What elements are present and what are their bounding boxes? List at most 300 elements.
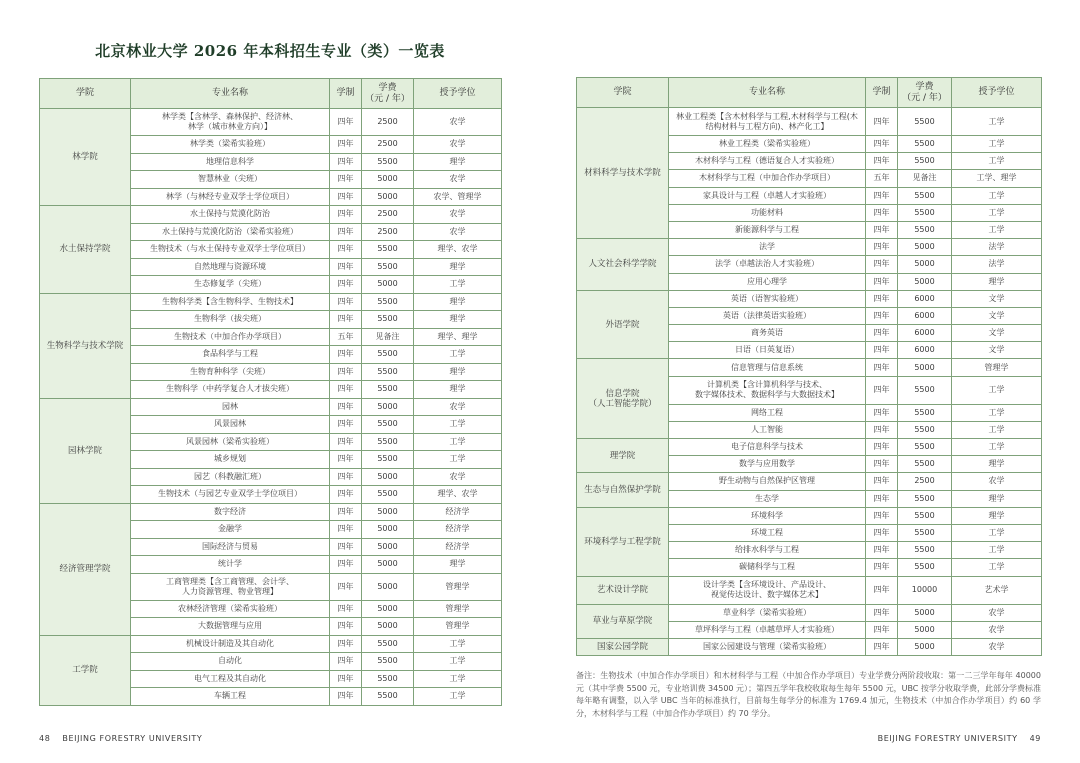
major-name: 给排水科学与工程 <box>669 542 866 559</box>
fee-cell: 5500 <box>898 542 952 559</box>
duration-cell: 四年 <box>330 433 362 451</box>
duration-cell: 四年 <box>330 600 362 618</box>
duration-cell: 四年 <box>330 109 362 136</box>
degree-cell: 管理学 <box>414 618 502 636</box>
duration-cell: 四年 <box>866 273 898 290</box>
duration-cell: 四年 <box>330 670 362 688</box>
college-name: 人文社会科学学院 <box>577 239 669 291</box>
major-name: 水土保持与荒漠化防治（梁希实验班） <box>131 223 330 241</box>
duration-cell: 四年 <box>866 221 898 238</box>
fee-cell: 5500 <box>898 456 952 473</box>
duration-cell: 四年 <box>330 618 362 636</box>
duration-cell: 四年 <box>330 346 362 364</box>
degree-cell: 理学、农学 <box>414 486 502 504</box>
fee-cell: 5000 <box>362 503 414 521</box>
degree-cell: 农学 <box>414 136 502 154</box>
duration-cell: 四年 <box>330 653 362 671</box>
duration-cell: 四年 <box>866 559 898 576</box>
right-table-body <box>577 108 1042 656</box>
degree-cell: 文学 <box>952 290 1042 307</box>
fee-cell: 5500 <box>362 258 414 276</box>
degree-cell: 工学 <box>414 688 502 706</box>
degree-cell: 农学 <box>952 473 1042 490</box>
major-name: 园艺（科教融汇班） <box>131 468 330 486</box>
fee-cell: 5500 <box>362 293 414 311</box>
degree-cell: 理学 <box>414 293 502 311</box>
duration-cell: 四年 <box>866 421 898 438</box>
major-name: 国际经济与贸易 <box>131 538 330 556</box>
fee-cell: 5500 <box>362 346 414 364</box>
fee-cell: 5000 <box>362 276 414 294</box>
table-row <box>577 604 1042 621</box>
major-name: 车辆工程 <box>131 688 330 706</box>
fee-cell: 见备注 <box>362 328 414 346</box>
fee-cell: 5500 <box>898 376 952 404</box>
duration-cell: 四年 <box>866 239 898 256</box>
major-name: 草坪科学与工程（卓越草坪人才实验班） <box>669 621 866 638</box>
fee-cell: 2500 <box>362 109 414 136</box>
major-name: 生物技术（与水土保持专业双学士学位项目） <box>131 241 330 259</box>
major-name: 家具设计与工程（卓越人才实验班） <box>669 187 866 204</box>
fee-cell: 5500 <box>898 153 952 170</box>
fee-cell: 2500 <box>362 206 414 224</box>
fee-cell: 5500 <box>898 404 952 421</box>
fee-cell: 5500 <box>362 311 414 329</box>
major-name: 信息管理与信息系统 <box>669 359 866 376</box>
major-name: 食品科学与工程 <box>131 346 330 364</box>
degree-cell: 农学 <box>414 109 502 136</box>
fee-cell: 5500 <box>362 363 414 381</box>
fee-cell: 5000 <box>362 600 414 618</box>
major-name: 自动化 <box>131 653 330 671</box>
header-degree: 授予学位 <box>952 78 1042 108</box>
major-name: 生态修复学（尖班） <box>131 276 330 294</box>
major-name: 自然地理与资源环境 <box>131 258 330 276</box>
fee-cell: 5500 <box>362 381 414 399</box>
duration-cell: 四年 <box>866 490 898 507</box>
major-name: 生物科学（中药学复合人才拔尖班） <box>131 381 330 399</box>
duration-cell: 四年 <box>330 381 362 399</box>
major-name: 英语（法律英语实验班） <box>669 307 866 324</box>
major-name: 生物技术（与园艺专业双学士学位项目） <box>131 486 330 504</box>
duration-cell: 四年 <box>330 276 362 294</box>
major-name: 新能源科学与工程 <box>669 221 866 238</box>
degree-cell: 农学 <box>952 621 1042 638</box>
duration-cell: 四年 <box>866 542 898 559</box>
major-name: 环境科学 <box>669 507 866 524</box>
degree-cell: 文学 <box>952 307 1042 324</box>
duration-cell: 四年 <box>866 256 898 273</box>
table-row <box>577 439 1042 456</box>
degree-cell: 经济学 <box>414 521 502 539</box>
fee-cell: 5000 <box>362 618 414 636</box>
degree-cell: 工学 <box>952 204 1042 221</box>
major-name: 工商管理类【含工商管理、会计学、 人力资源管理、物业管理】 <box>131 573 330 600</box>
fee-cell: 5000 <box>362 171 414 189</box>
major-name: 大数据管理与应用 <box>131 618 330 636</box>
duration-cell: 四年 <box>330 521 362 539</box>
duration-cell: 四年 <box>866 290 898 307</box>
table-row <box>577 507 1042 524</box>
duration-cell: 四年 <box>330 635 362 653</box>
major-name: 林学（与林经专业双学士学位项目） <box>131 188 330 206</box>
duration-cell: 四年 <box>330 258 362 276</box>
duration-cell: 四年 <box>866 359 898 376</box>
duration-cell: 四年 <box>866 621 898 638</box>
header-fee: 学费 （元 / 年） <box>898 78 952 108</box>
major-name: 风景园林（梁希实验班） <box>131 433 330 451</box>
duration-cell: 四年 <box>330 363 362 381</box>
fee-cell: 2500 <box>898 473 952 490</box>
fee-cell: 5500 <box>898 421 952 438</box>
duration-cell: 四年 <box>330 188 362 206</box>
major-name: 金融学 <box>131 521 330 539</box>
duration-cell: 四年 <box>866 376 898 404</box>
duration-cell: 四年 <box>330 486 362 504</box>
college-name: 经济管理学院 <box>40 503 131 635</box>
table-row <box>577 359 1042 376</box>
duration-cell: 四年 <box>866 342 898 359</box>
table-row <box>40 503 502 521</box>
degree-cell: 工学 <box>414 276 502 294</box>
major-name: 生物科学（拔尖班） <box>131 311 330 329</box>
fee-cell: 5500 <box>362 451 414 469</box>
fee-cell: 10000 <box>898 576 952 604</box>
degree-cell: 工学 <box>952 542 1042 559</box>
header-major: 专业名称 <box>131 79 330 109</box>
duration-cell: 四年 <box>330 468 362 486</box>
duration-cell: 四年 <box>866 524 898 541</box>
degree-cell: 文学 <box>952 342 1042 359</box>
fee-cell: 5500 <box>898 559 952 576</box>
duration-cell: 四年 <box>330 398 362 416</box>
college-name: 园林学院 <box>40 398 131 503</box>
table-row <box>40 398 502 416</box>
major-name: 环境工程 <box>669 524 866 541</box>
degree-cell: 农学 <box>414 206 502 224</box>
duration-cell: 四年 <box>866 576 898 604</box>
degree-cell: 理学 <box>414 381 502 399</box>
major-name: 功能材料 <box>669 204 866 221</box>
footer-left <box>39 734 202 743</box>
college-name: 工学院 <box>40 635 131 705</box>
header-duration: 学制 <box>866 78 898 108</box>
college-name: 生态与自然保护学院 <box>577 473 669 507</box>
header-fee: 学费 （元 / 年） <box>362 79 414 109</box>
degree-cell: 工学 <box>414 635 502 653</box>
major-name: 数学与应用数学 <box>669 456 866 473</box>
major-name: 电子信息科学与技术 <box>669 439 866 456</box>
table-row <box>40 635 502 653</box>
major-name: 计算机类【含计算机科学与技术、 数字媒体技术、数据科学与大数据技术】 <box>669 376 866 404</box>
degree-cell: 理学 <box>414 556 502 574</box>
degree-cell: 工学、理学 <box>952 170 1042 187</box>
college-name: 生物科学与技术学院 <box>40 293 131 398</box>
fee-cell: 5500 <box>362 653 414 671</box>
duration-cell: 四年 <box>866 604 898 621</box>
duration-cell: 四年 <box>330 153 362 171</box>
fee-cell: 5500 <box>362 635 414 653</box>
degree-cell: 农学 <box>414 468 502 486</box>
degree-cell: 理学 <box>414 311 502 329</box>
major-name: 林业工程类【含木材科学与工程,木材科学与工程(木 结构材料与工程方向)、林产化工】 <box>669 108 866 136</box>
degree-cell: 工学 <box>952 108 1042 136</box>
college-name: 林学院 <box>40 109 131 206</box>
duration-cell: 四年 <box>330 311 362 329</box>
fee-cell: 5500 <box>362 241 414 259</box>
major-name: 网络工程 <box>669 404 866 421</box>
duration-cell: 四年 <box>866 404 898 421</box>
major-name: 电气工程及其自动化 <box>131 670 330 688</box>
fee-cell: 5000 <box>362 398 414 416</box>
degree-cell: 经济学 <box>414 503 502 521</box>
degree-cell: 工学 <box>952 559 1042 576</box>
major-name: 智慧林业（尖班） <box>131 171 330 189</box>
fee-cell: 5000 <box>898 256 952 273</box>
degree-cell: 理学 <box>414 153 502 171</box>
major-name: 水土保持与荒漠化防治 <box>131 206 330 224</box>
duration-cell: 四年 <box>330 688 362 706</box>
duration-cell: 四年 <box>866 108 898 136</box>
major-name: 人工智能 <box>669 421 866 438</box>
page-number-left: 48 <box>39 734 51 743</box>
fee-cell: 5500 <box>898 507 952 524</box>
college-name: 材料科学与技术学院 <box>577 108 669 239</box>
major-name: 法学 <box>669 239 866 256</box>
degree-cell: 农学 <box>952 604 1042 621</box>
major-name: 生物科学类【含生物科学、生物技术】 <box>131 293 330 311</box>
fee-cell: 5500 <box>362 416 414 434</box>
major-name: 日语（日英复语） <box>669 342 866 359</box>
college-name: 国家公园学院 <box>577 638 669 655</box>
major-name: 林业工程类（梁希实验班） <box>669 136 866 153</box>
major-name: 应用心理学 <box>669 273 866 290</box>
fee-cell: 见备注 <box>898 170 952 187</box>
fee-cell: 5500 <box>898 439 952 456</box>
degree-cell: 理学 <box>952 507 1042 524</box>
degree-cell: 工学 <box>952 187 1042 204</box>
degree-cell: 农学、管理学 <box>414 188 502 206</box>
fee-cell: 6000 <box>898 307 952 324</box>
fee-cell: 5000 <box>362 556 414 574</box>
degree-cell: 理学 <box>952 456 1042 473</box>
duration-cell: 四年 <box>330 223 362 241</box>
degree-cell: 法学 <box>952 239 1042 256</box>
college-name: 理学院 <box>577 439 669 473</box>
major-name: 野生动物与自然保护区管理 <box>669 473 866 490</box>
duration-cell: 四年 <box>866 507 898 524</box>
duration-cell: 四年 <box>866 153 898 170</box>
major-name: 机械设计制造及其自动化 <box>131 635 330 653</box>
fee-cell: 5500 <box>362 688 414 706</box>
duration-cell: 四年 <box>330 503 362 521</box>
degree-cell: 工学 <box>952 221 1042 238</box>
major-name: 风景园林 <box>131 416 330 434</box>
college-name: 艺术设计学院 <box>577 576 669 604</box>
fee-cell: 5000 <box>898 621 952 638</box>
major-name: 城乡规划 <box>131 451 330 469</box>
duration-cell: 四年 <box>866 136 898 153</box>
degree-cell: 法学 <box>952 256 1042 273</box>
degree-cell: 理学 <box>952 490 1042 507</box>
table-row <box>577 108 1042 136</box>
degree-cell: 工学 <box>952 136 1042 153</box>
fee-cell: 5500 <box>898 108 952 136</box>
footer-university-left: BEIJING FORESTRY UNIVERSITY <box>62 734 203 743</box>
duration-cell: 四年 <box>866 187 898 204</box>
duration-cell: 四年 <box>330 573 362 600</box>
major-name: 木材科学与工程（中加合作办学项目） <box>669 170 866 187</box>
degree-cell: 农学 <box>952 638 1042 655</box>
degree-cell: 理学、农学 <box>414 241 502 259</box>
degree-cell: 理学 <box>414 258 502 276</box>
footer-right <box>878 734 1041 743</box>
duration-cell: 四年 <box>330 451 362 469</box>
left-majors-table <box>39 78 502 706</box>
table-row <box>577 576 1042 604</box>
table-row <box>577 290 1042 307</box>
major-name: 地理信息科学 <box>131 153 330 171</box>
major-name: 木材科学与工程（德语复合人才实验班） <box>669 153 866 170</box>
duration-cell: 四年 <box>866 439 898 456</box>
header-college: 学院 <box>40 79 131 109</box>
degree-cell: 理学 <box>414 363 502 381</box>
duration-cell: 四年 <box>330 171 362 189</box>
fee-cell: 2500 <box>362 136 414 154</box>
table-row <box>577 638 1042 655</box>
fee-cell: 5500 <box>362 486 414 504</box>
degree-cell: 农学 <box>414 398 502 416</box>
degree-cell: 工学 <box>952 421 1042 438</box>
footer-university-right: BEIJING FORESTRY UNIVERSITY <box>877 734 1018 743</box>
duration-cell: 四年 <box>330 206 362 224</box>
degree-cell: 工学 <box>952 524 1042 541</box>
header-major: 专业名称 <box>669 78 866 108</box>
college-name: 环境科学与工程学院 <box>577 507 669 576</box>
fee-cell: 5000 <box>362 573 414 600</box>
major-name: 国家公园建设与管理（梁希实验班） <box>669 638 866 655</box>
fee-cell: 6000 <box>898 325 952 342</box>
fee-cell: 5500 <box>362 670 414 688</box>
fee-cell: 5000 <box>898 604 952 621</box>
duration-cell: 五年 <box>330 328 362 346</box>
fee-cell: 5000 <box>362 188 414 206</box>
table-row <box>577 239 1042 256</box>
degree-cell: 工学 <box>952 439 1042 456</box>
fee-cell: 5500 <box>898 136 952 153</box>
degree-cell: 工学 <box>952 153 1042 170</box>
major-name: 商务英语 <box>669 325 866 342</box>
degree-cell: 农学 <box>414 223 502 241</box>
major-name: 草业科学（梁希实验班） <box>669 604 866 621</box>
major-name: 法学（卓越法治人才实验班） <box>669 256 866 273</box>
header-duration: 学制 <box>330 79 362 109</box>
duration-cell: 四年 <box>330 293 362 311</box>
major-name: 英语（语智实验班） <box>669 290 866 307</box>
fee-cell: 5500 <box>898 204 952 221</box>
fee-cell: 5500 <box>898 187 952 204</box>
degree-cell: 工学 <box>414 670 502 688</box>
duration-cell: 四年 <box>866 456 898 473</box>
fee-cell: 6000 <box>898 342 952 359</box>
fee-cell: 5000 <box>898 359 952 376</box>
degree-cell: 理学 <box>952 273 1042 290</box>
header-college: 学院 <box>577 78 669 108</box>
right-table-header <box>577 78 1042 108</box>
left-table-body <box>40 109 502 706</box>
degree-cell: 管理学 <box>414 600 502 618</box>
degree-cell: 工学 <box>414 433 502 451</box>
degree-cell: 管理学 <box>414 573 502 600</box>
right-majors-table <box>576 77 1042 656</box>
fee-cell: 6000 <box>898 290 952 307</box>
duration-cell: 四年 <box>330 136 362 154</box>
duration-cell: 四年 <box>866 473 898 490</box>
degree-cell: 工学 <box>414 653 502 671</box>
degree-cell: 经济学 <box>414 538 502 556</box>
college-name: 水土保持学院 <box>40 206 131 294</box>
page-number-right: 49 <box>1029 734 1041 743</box>
degree-cell: 工学 <box>414 451 502 469</box>
major-name: 林学类（梁希实验班） <box>131 136 330 154</box>
fee-cell: 5000 <box>362 468 414 486</box>
major-name: 生物技术（中加合作办学项目） <box>131 328 330 346</box>
fee-cell: 5000 <box>898 239 952 256</box>
major-name: 园林 <box>131 398 330 416</box>
major-name: 数字经济 <box>131 503 330 521</box>
duration-cell: 四年 <box>866 204 898 221</box>
duration-cell: 四年 <box>330 556 362 574</box>
duration-cell: 四年 <box>866 638 898 655</box>
fee-cell: 2500 <box>362 223 414 241</box>
duration-cell: 四年 <box>330 241 362 259</box>
table-row <box>40 206 502 224</box>
major-name: 生物育种科学（尖班） <box>131 363 330 381</box>
fee-note: 备注：生物技术（中加合作办学项目）和木材科学与工程（中加合作办学项目）专业学费分两阶段收取：第一二三学年每年 40000 元（其中学费 5500 元，专业培训费 34500 元）；第四五学年我校收取每生每年 5500 元，UBC 按学分收取学费，此部分学费标准每年略有调整，以入学 UBC 当年的标准执行，目前每生每学分的标准为 1769.4 加元，生物技术（中加合作办学项目）约 60 学分，木材科学与工程（中加合作办学项目）约 70 学分。 <box>576 671 1041 718</box>
duration-cell: 五年 <box>866 170 898 187</box>
table-row <box>40 293 502 311</box>
page-title: 北京林业大学 2026 年本科招生专业（类）一览表 <box>95 42 445 60</box>
major-name: 设计学类【含环境设计、产品设计、 视觉传达设计、数字媒体艺术】 <box>669 576 866 604</box>
fee-cell: 5500 <box>362 433 414 451</box>
college-name: 外语学院 <box>577 290 669 359</box>
college-name: 草业与草原学院 <box>577 604 669 638</box>
degree-cell: 文学 <box>952 325 1042 342</box>
duration-cell: 四年 <box>330 416 362 434</box>
fee-cell: 5500 <box>362 153 414 171</box>
degree-cell: 工学 <box>414 346 502 364</box>
degree-cell: 管理学 <box>952 359 1042 376</box>
degree-cell: 理学、理学 <box>414 328 502 346</box>
table-row <box>40 109 502 136</box>
duration-cell: 四年 <box>866 307 898 324</box>
table-row <box>577 473 1042 490</box>
major-name: 碳储科学与工程 <box>669 559 866 576</box>
fee-cell: 5000 <box>362 538 414 556</box>
fee-cell: 5000 <box>898 273 952 290</box>
college-name: 信息学院 （人工智能学院） <box>577 359 669 439</box>
degree-cell: 农学 <box>414 171 502 189</box>
degree-cell: 工学 <box>414 416 502 434</box>
fee-cell: 5000 <box>898 638 952 655</box>
fee-cell: 5000 <box>362 521 414 539</box>
degree-cell: 工学 <box>952 376 1042 404</box>
fee-cell: 5500 <box>898 524 952 541</box>
header-degree: 授予学位 <box>414 79 502 109</box>
fee-cell: 5500 <box>898 490 952 507</box>
left-table-header <box>40 79 502 109</box>
major-name: 农林经济管理（梁希实验班） <box>131 600 330 618</box>
